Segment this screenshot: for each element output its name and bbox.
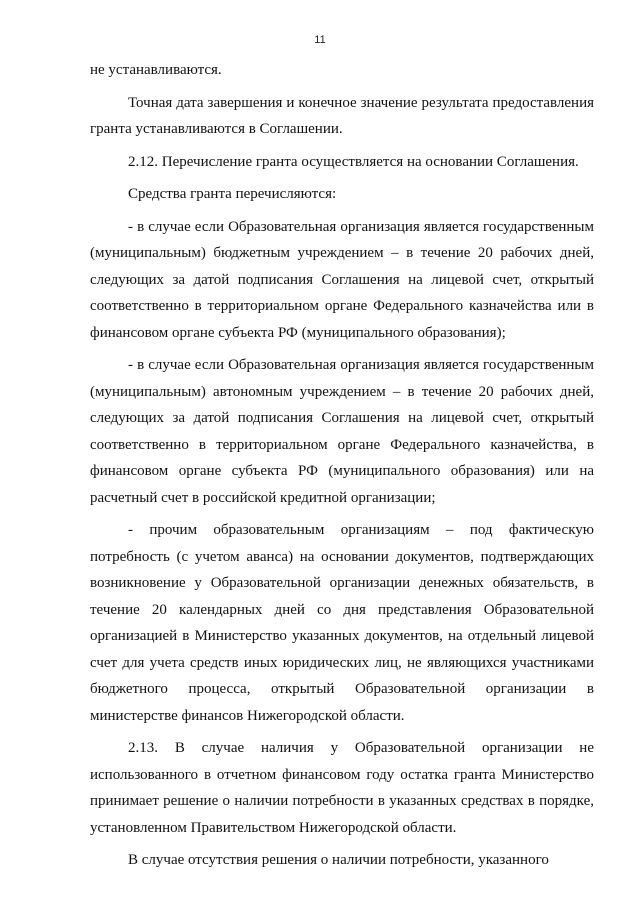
list-item-other-organizations: - прочим образовательным организациям – под фактическую потребность (с учетом аванса) на основании документов, подтверждающих возникновение у Образовательной организации денежных обязательств, в течение 20 календарных дней со дня представления Образовательной организацией в Министерство указанных документов, на отдельный лицевой счет для учета средств иных юридических лиц, не являющихся участниками бюджетного процесса, открытый Образовательной организации в министерстве финансов Нижегородской области. [90, 522, 594, 724]
document-body [90, 57, 594, 880]
paragraph-result-date: Точная дата завершения и конечное значение результата предоставления гранта устанавливаются в Соглашении. [90, 94, 594, 137]
paragraph-2-12: 2.12. Перечисление гранта осуществляется на основании Соглашения. [128, 153, 579, 170]
paragraph-funds-transfer: Средства гранта перечисляются: [128, 186, 337, 202]
paragraph-2-13: 2.13. В случае наличия у Образовательной организации не использованного в отчетном финансовом году остатка гранта Министерство принимает решение о наличии потребности в указанных средствах в порядке, установленном Правительством Нижегородской области. [90, 740, 594, 836]
paragraph-no-decision: В случае отсутствия решения о наличии потребности, указанного [128, 852, 549, 868]
page-number: 11 [314, 34, 326, 46]
paragraph-continuation: не устанавливаются. [90, 62, 222, 78]
list-item-autonomous-institution: - в случае если Образовательная организация является государственным (муниципальным) автономным учреждением – в течение 20 рабочих дней, следующих за датой подписания Соглашения на лицевой счет, открытый соответственно в территориальном органе Федерального казначейства, в финансовом органе субъекта РФ (муниципального образования) или на расчетный счет в российской кредитной организации; [90, 357, 594, 506]
list-item-budget-institution: - в случае если Образовательная организация является государственным (муниципальным) бюджетным учреждением – в течение 20 рабочих дней, следующих за датой подписания Соглашения на лицевой счет, открытый соответственно в территориальном органе Федерального казначейства или в финансовом органе субъекта РФ (муниципального образования); [90, 218, 594, 341]
